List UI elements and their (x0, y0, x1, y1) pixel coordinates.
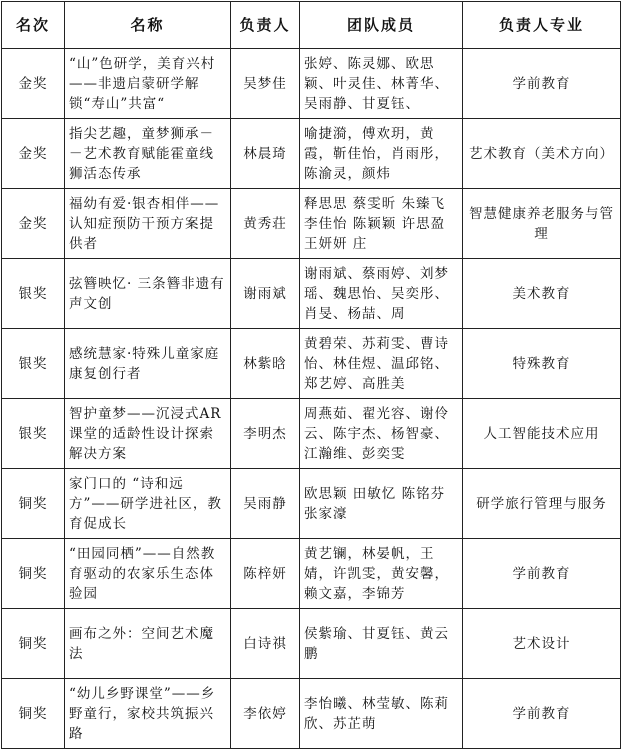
major-cell: 学前教育 (463, 539, 621, 609)
table-row (2, 329, 621, 399)
rank-cell: 铜奖 (2, 609, 65, 679)
major-cell: 研学旅行管理与服务 (463, 469, 621, 539)
rank-cell: 银奖 (2, 399, 65, 469)
lead-cell: 吴雨静 (231, 469, 300, 539)
project-name-cell: 画布之外：空间艺术魔法 (65, 609, 231, 679)
project-name-cell: 弦簪映忆· 三条簪非遗有声文创 (65, 259, 231, 329)
lead-cell: 李明杰 (231, 399, 300, 469)
project-name-cell: 指尖艺趣，童梦狮承－－艺术教育赋能霍童线狮活态传承 (65, 119, 231, 189)
project-name-cell: “田园同栖”——自然教育驱动的农家乐生态体验园 (65, 539, 231, 609)
header-major: 负责人专业 (463, 2, 621, 49)
table-row (2, 119, 621, 189)
header-name: 名称 (65, 2, 231, 49)
major-cell: 美术教育 (463, 259, 621, 329)
table-row (2, 49, 621, 119)
rank-cell: 铜奖 (2, 469, 65, 539)
project-name-cell: 家门口的 “诗和远方”——研学进社区，教育促成长 (65, 469, 231, 539)
team-cell: 侯紫瑜、甘夏钰、黄云鹏 (300, 609, 463, 679)
header-lead: 负责人 (231, 2, 300, 49)
major-cell: 学前教育 (463, 679, 621, 749)
team-cell: 谢雨斌、蔡雨婷、刘梦瑶、魏思怡、吴奕彤、肖旻、杨喆、周 (300, 259, 463, 329)
major-cell: 智慧健康养老服务与管理 (463, 189, 621, 259)
table-row (2, 469, 621, 539)
header-team: 团队成员 (300, 2, 463, 49)
team-cell: 黄艺镧，林晏帆，王婧，许凯雯，黄安馨，赖文嘉，李锦芳 (300, 539, 463, 609)
major-cell: 艺术设计 (463, 609, 621, 679)
project-name-cell: “幼儿乡野课堂”——乡野童行，家校共筑振兴路 (65, 679, 231, 749)
lead-cell: 吴梦佳 (231, 49, 300, 119)
team-cell: 周燕茹、翟光容、谢伶云、陈宇杰、杨智豪、江瀚维、彭奕雯 (300, 399, 463, 469)
table-row (2, 539, 621, 609)
team-cell: 张婷、陈灵娜、欧思颖、叶灵佳、林菁华、吴雨静、甘夏钰、 (300, 49, 463, 119)
awards-table (1, 1, 621, 749)
table-row (2, 189, 621, 259)
rank-cell: 金奖 (2, 189, 65, 259)
major-cell: 学前教育 (463, 49, 621, 119)
lead-cell: 陈梓妍 (231, 539, 300, 609)
project-name-cell: 感统慧家·特殊儿童家庭康复创行者 (65, 329, 231, 399)
lead-cell: 林紫晗 (231, 329, 300, 399)
lead-cell: 谢雨斌 (231, 259, 300, 329)
rank-cell: 金奖 (2, 49, 65, 119)
lead-cell: 李依婷 (231, 679, 300, 749)
header-rank: 名次 (2, 2, 65, 49)
major-cell: 特殊教育 (463, 329, 621, 399)
major-cell: 人工智能技术应用 (463, 399, 621, 469)
lead-cell: 黄秀荘 (231, 189, 300, 259)
table-row (2, 679, 621, 749)
table-row (2, 399, 621, 469)
header-row (2, 2, 621, 49)
rank-cell: 银奖 (2, 259, 65, 329)
rank-cell: 铜奖 (2, 679, 65, 749)
rank-cell: 银奖 (2, 329, 65, 399)
project-name-cell: 福幼有爱·银杏相伴——认知症预防干预方案提供者 (65, 189, 231, 259)
table-row (2, 609, 621, 679)
lead-cell: 白诗祺 (231, 609, 300, 679)
rank-cell: 铜奖 (2, 539, 65, 609)
team-cell: 李怡曦、林莹敏、陈莉欣、苏芷萌 (300, 679, 463, 749)
project-name-cell: “山”色研学，美育兴村——非遗启蒙研学解锁“寿山”共富“ (65, 49, 231, 119)
team-cell: 喻捷漪，傅欢玥，黄霞，靳佳怡，肖雨彤，陈渝灵，颜炜 (300, 119, 463, 189)
project-name-cell: 智护童梦——沉浸式AR课堂的适龄性设计探索解决方案 (65, 399, 231, 469)
rank-cell: 金奖 (2, 119, 65, 189)
major-cell: 艺术教育（美术方向） (463, 119, 621, 189)
team-cell: 欧思颖 田敏忆 陈铭芬 张家濠 (300, 469, 463, 539)
team-cell: 释思思 蔡雯昕 朱臻飞 李佳怡 陈颖颖 许思盈 王妍妍 庄 (300, 189, 463, 259)
lead-cell: 林晨琦 (231, 119, 300, 189)
table-row (2, 259, 621, 329)
team-cell: 黄碧荣、苏莉雯、曹诗怡、林佳煜、温邱铭、郑艺婷、高胜美 (300, 329, 463, 399)
